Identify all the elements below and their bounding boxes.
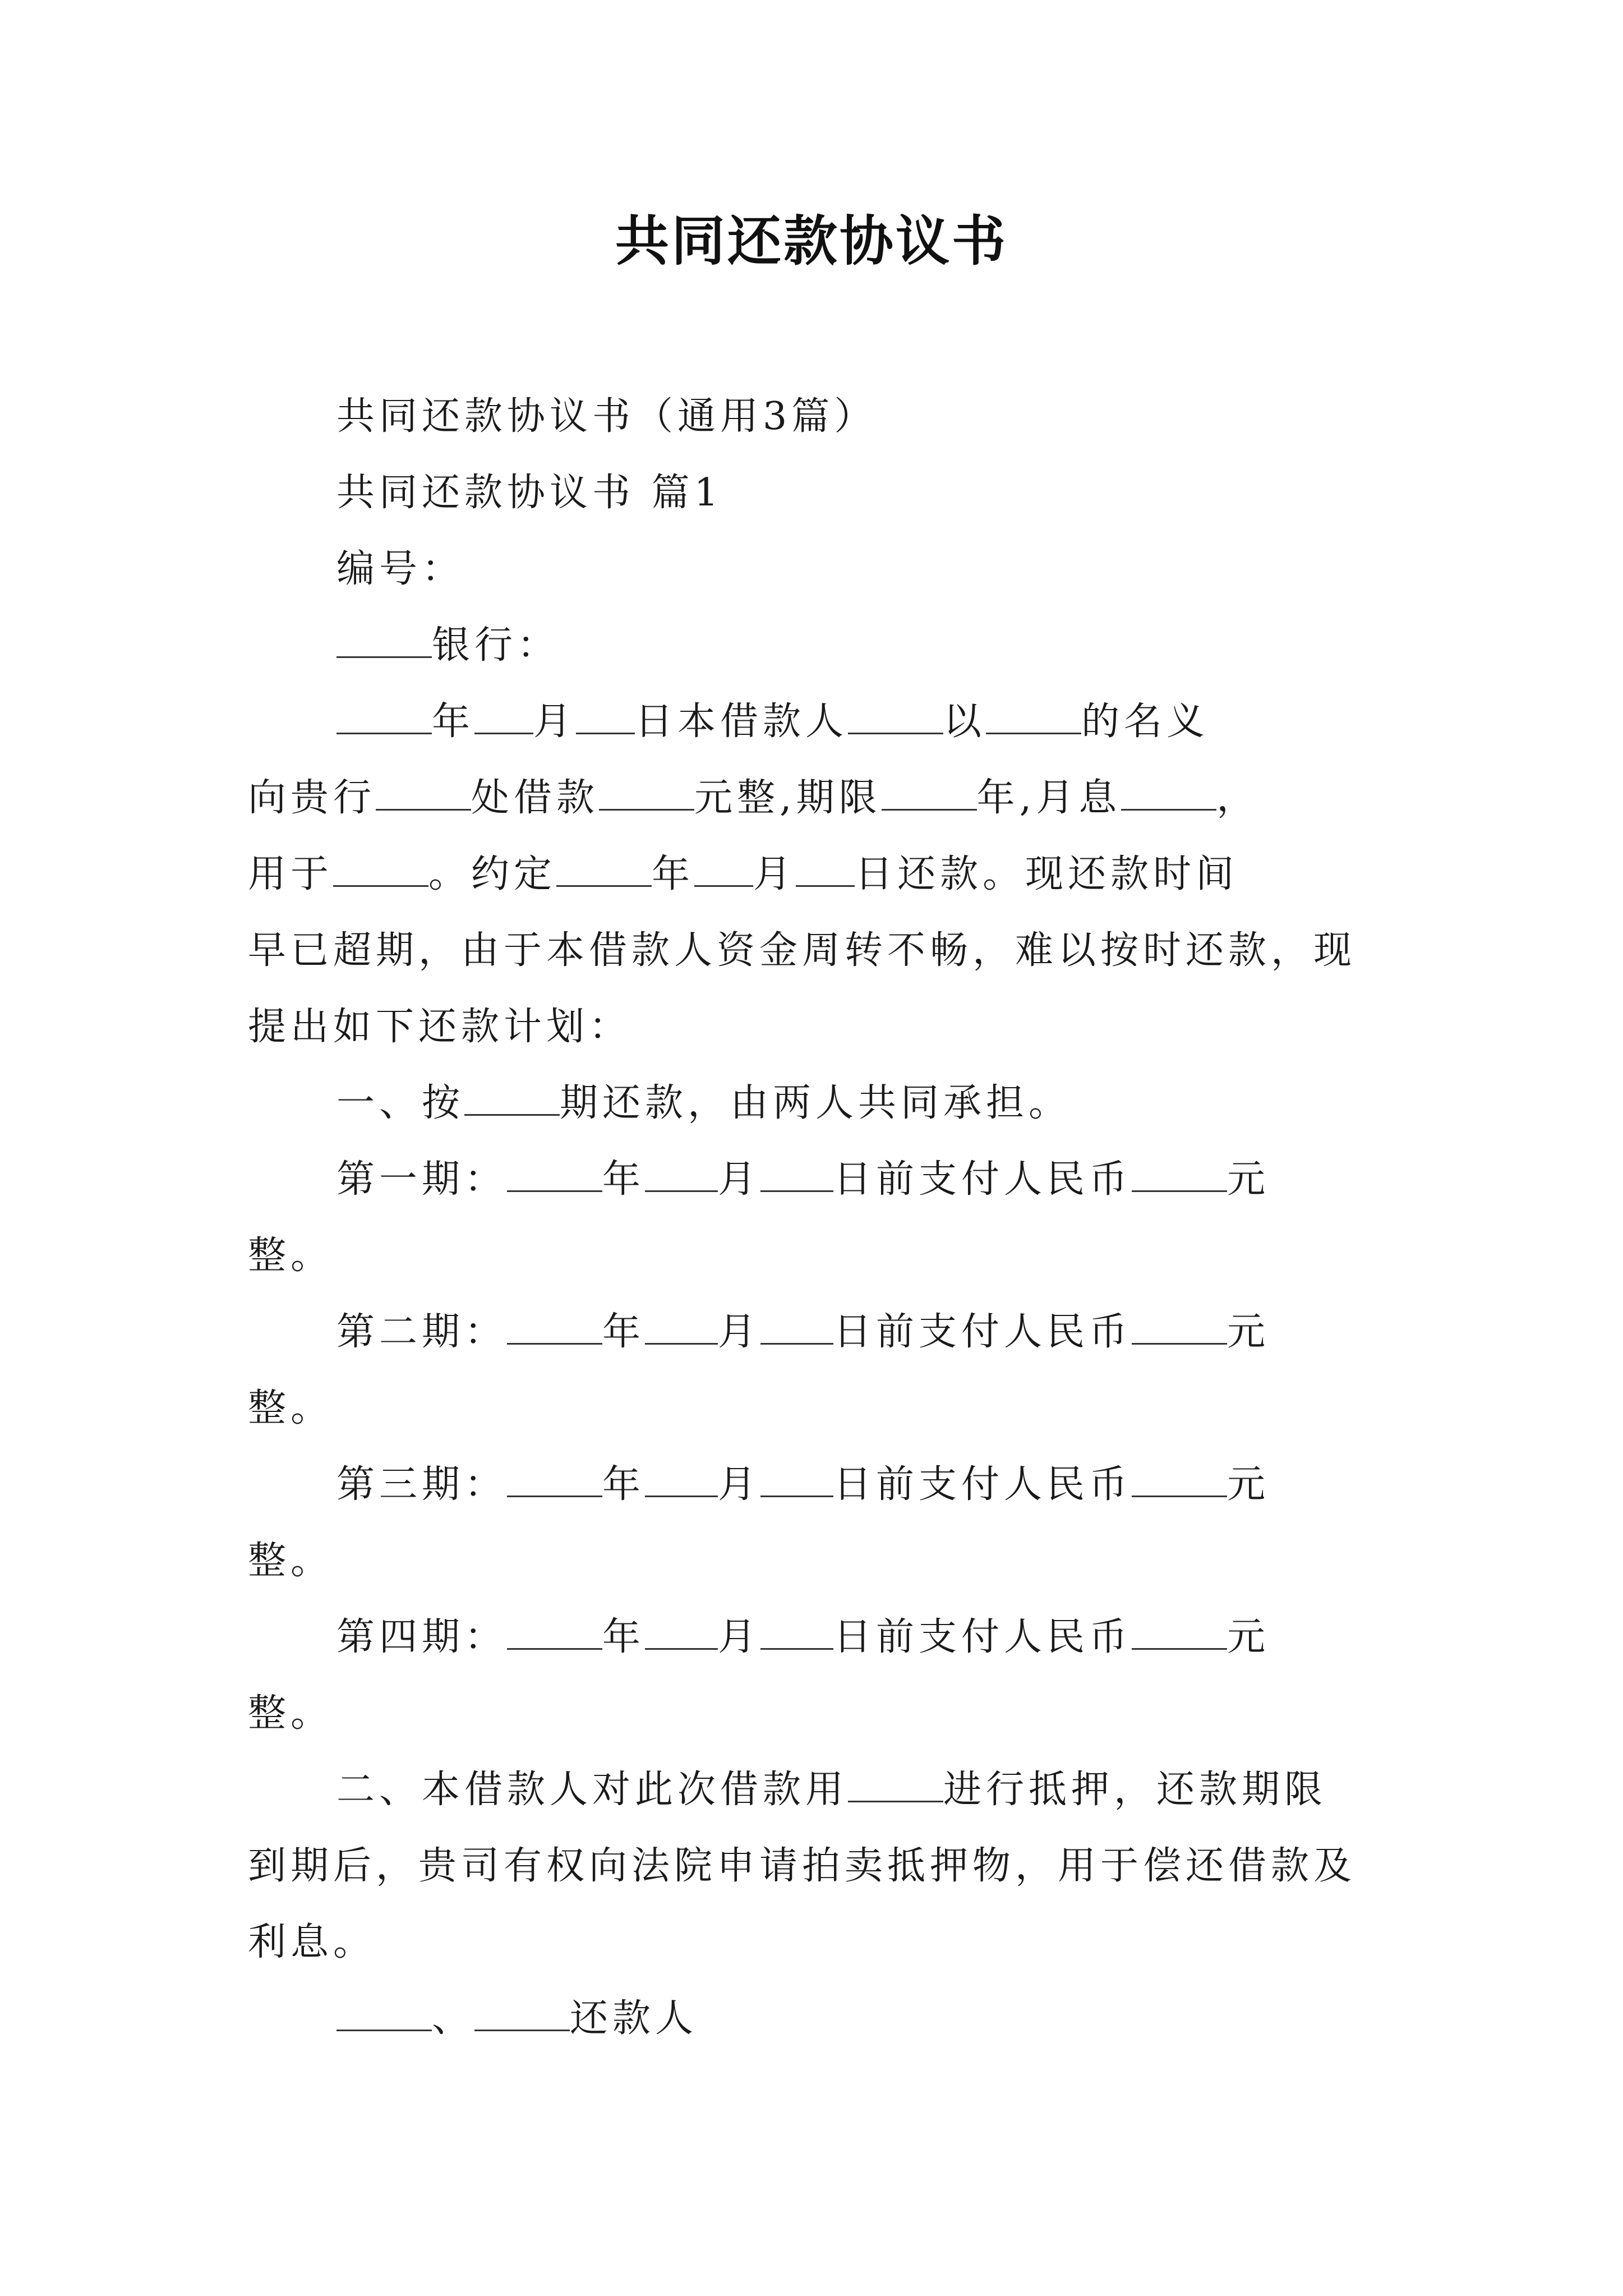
- blank: [760, 1461, 833, 1497]
- text: 年: [652, 852, 695, 896]
- blank: [645, 1308, 718, 1345]
- text: 处借款: [471, 776, 600, 820]
- text: 日前支付人民币: [833, 1310, 1132, 1354]
- blank: [507, 1308, 602, 1345]
- text: 二、本借款人对此次借款用: [336, 1768, 849, 1812]
- text: 年: [602, 1462, 645, 1507]
- text: 元: [1227, 1615, 1270, 1659]
- blank: [507, 1613, 602, 1650]
- text: 以: [943, 700, 986, 744]
- installment-4-line: [248, 1599, 1386, 1676]
- text: 的名义: [1081, 700, 1210, 744]
- blank: [760, 1308, 833, 1345]
- bank-suffix: 银行：: [432, 623, 560, 668]
- installment-label: 第二期：: [336, 1310, 508, 1354]
- blank: [694, 850, 753, 887]
- installment-4-end: 整。: [248, 1691, 334, 1736]
- number-label: 编号：: [336, 547, 465, 591]
- blank: [848, 698, 943, 734]
- blank: [645, 1613, 718, 1650]
- installment-label: 第一期：: [336, 1157, 508, 1202]
- blank: [645, 1156, 718, 1192]
- text: 日还款。现还款时间: [855, 852, 1239, 896]
- section-heading: 共同还款协议书 篇1: [336, 471, 723, 515]
- text: ，: [1216, 776, 1260, 820]
- installment-2-line: [248, 1294, 1386, 1370]
- signature-label: 还款人: [570, 1996, 698, 2041]
- installment-1-line: [248, 1142, 1386, 1218]
- blank: [882, 774, 977, 811]
- text: 元整,期限: [694, 776, 882, 820]
- blank: [1121, 774, 1216, 811]
- text: 日本借款人: [635, 700, 849, 744]
- blank: [576, 698, 635, 734]
- bank-blank: [336, 622, 432, 658]
- text: 日前支付人民币: [833, 1157, 1132, 1202]
- text: 向贵行: [248, 776, 376, 820]
- blank: [333, 850, 428, 887]
- item-2-line-2: 到期后，贵司有权向法院申请拍卖抵押物，用于偿还借款及: [248, 1844, 1357, 1888]
- blank: [760, 1613, 833, 1650]
- subtitle: 共同还款协议书（通用3篇）: [336, 394, 877, 439]
- text: 月: [718, 1462, 761, 1507]
- text: 年: [602, 1157, 645, 1202]
- text: 月: [718, 1310, 761, 1354]
- text: 月: [533, 700, 577, 744]
- blank: [507, 1461, 602, 1497]
- blank: [556, 850, 652, 887]
- text: 年: [432, 700, 475, 744]
- text: 进行抵押，还款期限: [943, 1768, 1327, 1812]
- installment-1-end: 整。: [248, 1234, 334, 1278]
- text: 年,月息: [976, 776, 1122, 820]
- blank: [474, 698, 533, 734]
- item-2-line-1: [248, 1752, 1386, 1828]
- signature-blank-2: [474, 1995, 570, 2031]
- text: 日前支付人民币: [833, 1615, 1132, 1659]
- paragraph-1-line-3: [248, 836, 1386, 913]
- text: 年: [602, 1615, 645, 1659]
- blank: [376, 774, 471, 811]
- text: 元: [1227, 1462, 1270, 1507]
- blank: [1132, 1308, 1227, 1345]
- blank: [507, 1156, 602, 1192]
- blank: [1132, 1613, 1227, 1650]
- installment-label: 第三期：: [336, 1462, 508, 1507]
- installment-3-line: [248, 1447, 1386, 1523]
- text: 月: [753, 852, 796, 896]
- text: 月: [718, 1615, 761, 1659]
- text: 。约定: [428, 852, 557, 896]
- item-1: [248, 1065, 1386, 1142]
- installment-2-end: 整。: [248, 1386, 334, 1430]
- blank: [464, 1079, 560, 1116]
- blank: [848, 1766, 943, 1802]
- paragraph-1-line-1: [248, 684, 1386, 760]
- text: 期还款，由两人共同承担。: [560, 1081, 1072, 1125]
- document-title: 共同还款协议书: [615, 210, 1008, 273]
- blank: [796, 850, 855, 887]
- paragraph-1-line-2: [248, 760, 1386, 836]
- bank-line: [248, 608, 1386, 684]
- item-2-line-3: 利息。: [248, 1920, 376, 1964]
- text: 、: [432, 1996, 475, 2041]
- installment-label: 第四期：: [336, 1615, 508, 1659]
- paragraph-1-line-5: 提出如下还款计划：: [248, 1005, 632, 1049]
- installment-3-end: 整。: [248, 1539, 334, 1583]
- blank: [1132, 1461, 1227, 1497]
- text: 一、按: [336, 1081, 465, 1125]
- blank: [645, 1461, 718, 1497]
- blank: [599, 774, 694, 811]
- blank: [336, 698, 432, 734]
- signature-line: [248, 1981, 1386, 2057]
- document-body: [248, 379, 1386, 2057]
- text: 年: [602, 1310, 645, 1354]
- paragraph-1-line-4: 早已超期，由于本借款人资金周转不畅，难以按时还款，现: [248, 928, 1357, 973]
- text: 元: [1227, 1310, 1270, 1354]
- text: 月: [718, 1157, 761, 1202]
- blank: [1132, 1156, 1227, 1192]
- signature-blank-1: [336, 1995, 432, 2031]
- text: 日前支付人民币: [833, 1462, 1132, 1507]
- blank: [986, 698, 1081, 734]
- text: 用于: [248, 852, 334, 896]
- text: 元: [1227, 1157, 1270, 1202]
- blank: [760, 1156, 833, 1192]
